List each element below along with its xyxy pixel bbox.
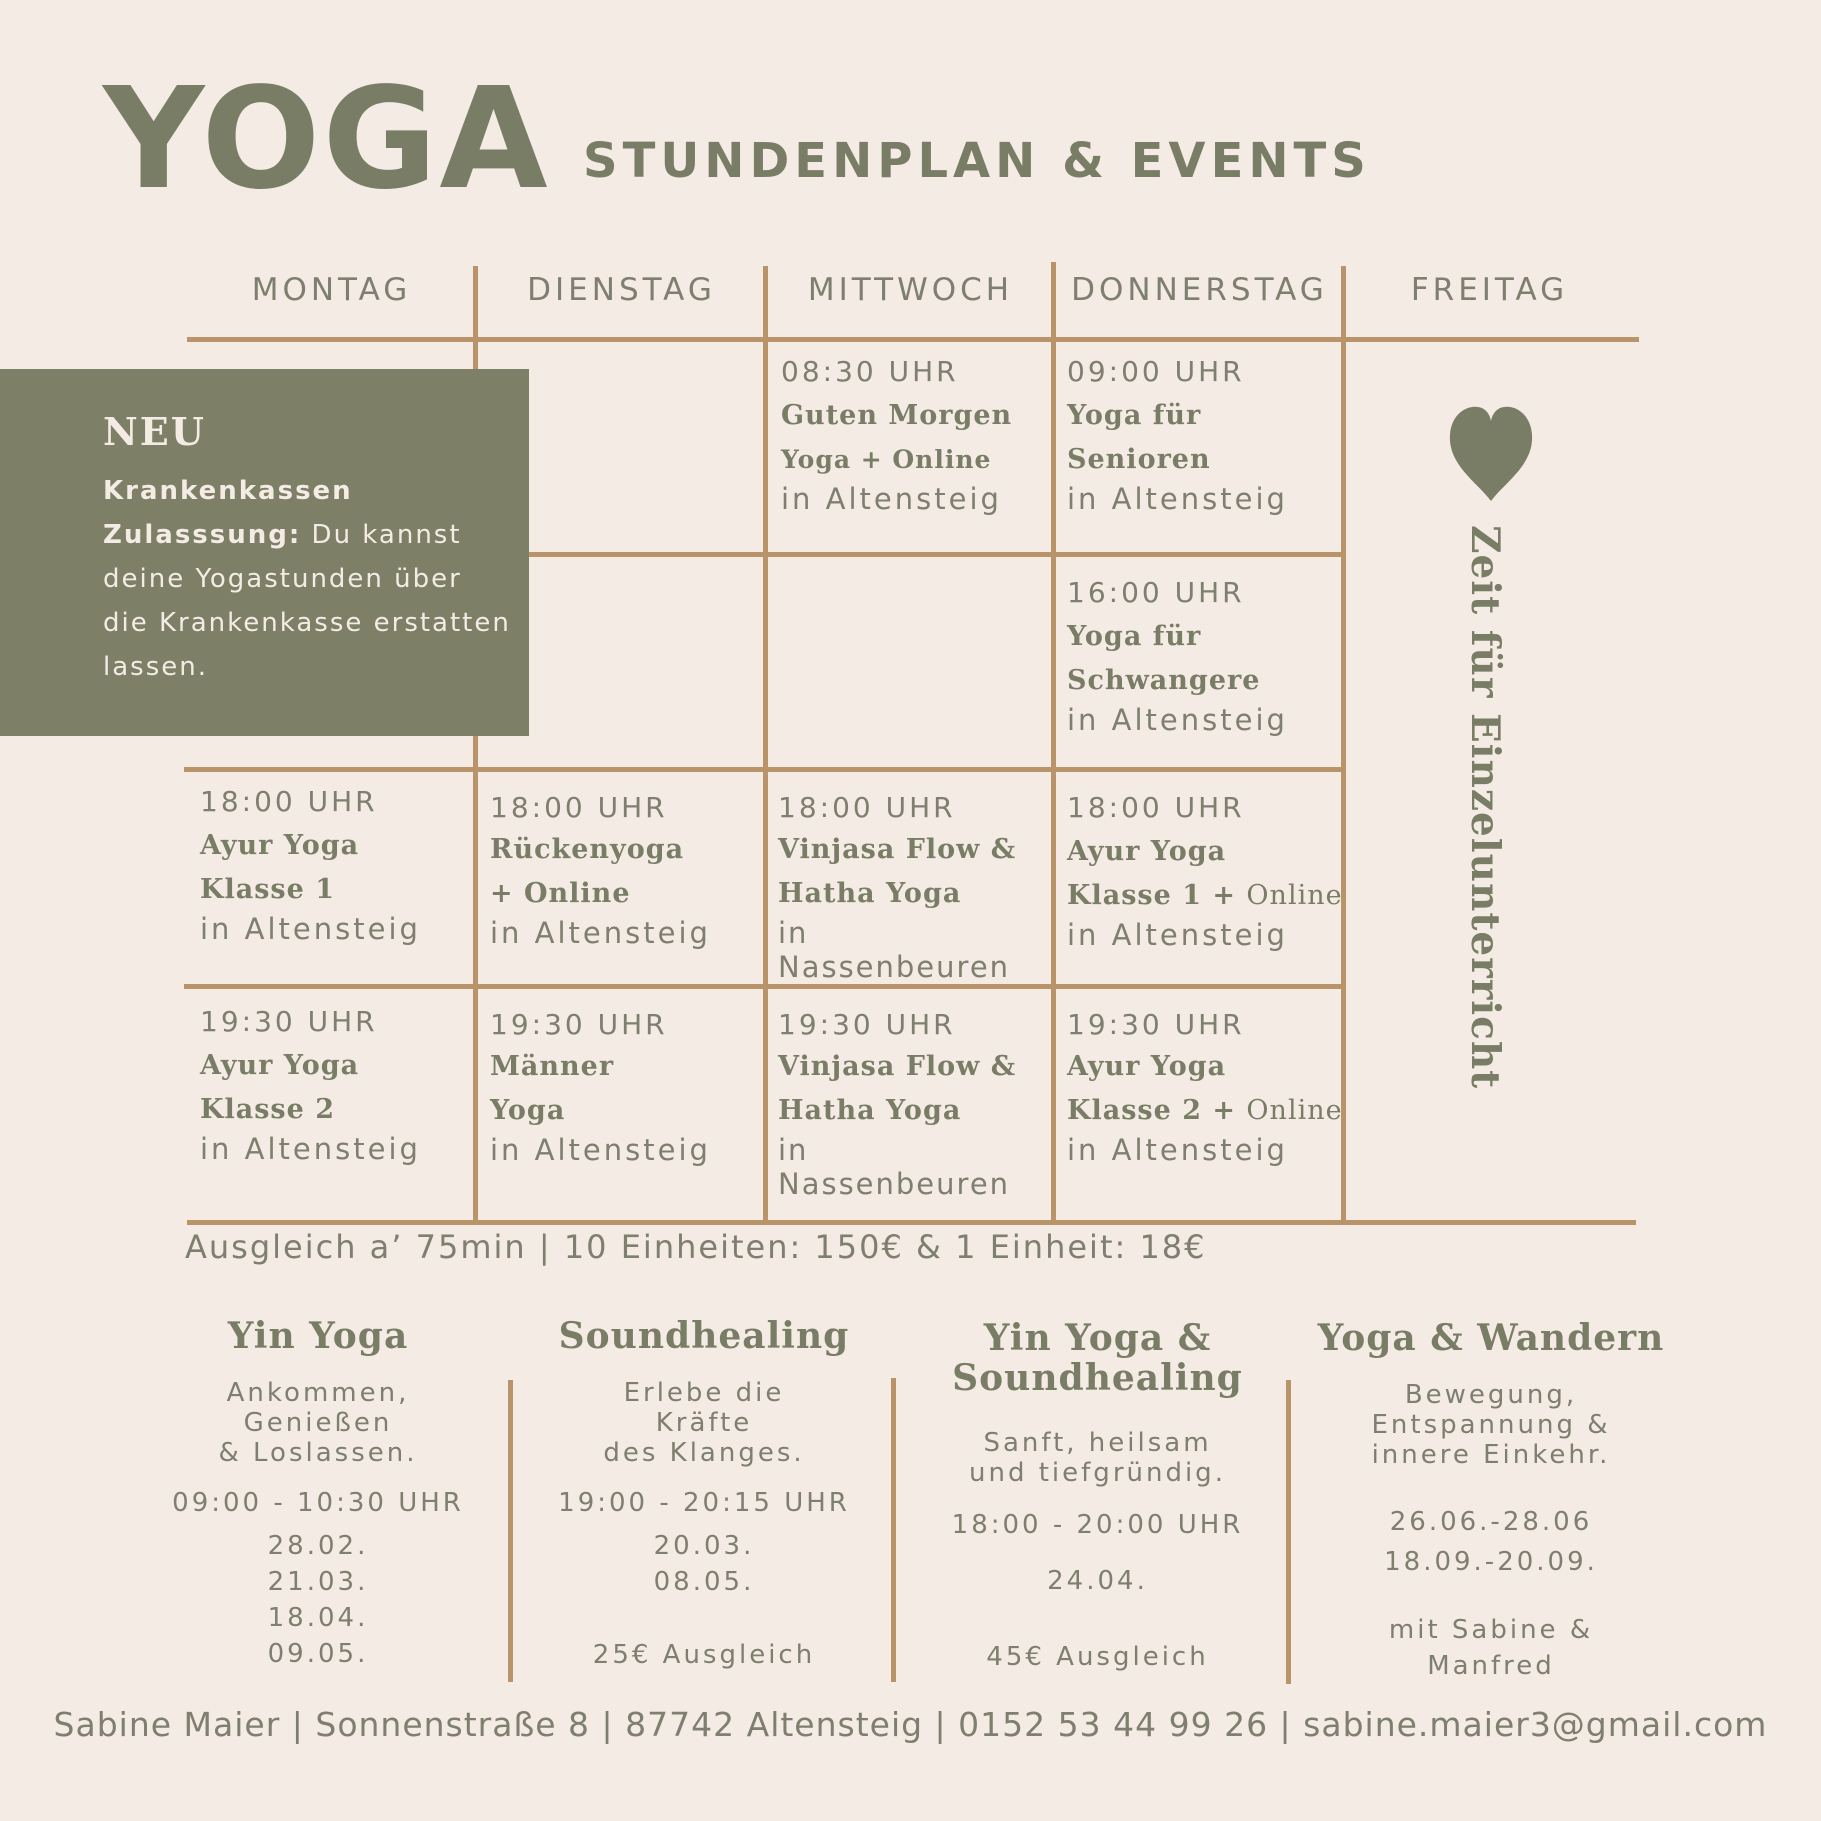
friday-note-text: Zeit für Einzelunterricht <box>1462 525 1508 1090</box>
class-name: Klasse 2 <box>200 1094 335 1125</box>
event-yoga-wandern <box>1308 1318 1674 1684</box>
event-time: 19:00 - 20:15 UHR <box>558 1488 850 1518</box>
class-name: Rückenyoga <box>490 834 685 865</box>
neu-title: NEU <box>103 409 206 454</box>
class-location: in Nassenbeuren <box>778 1133 1011 1201</box>
class-location: in Altensteig <box>200 912 421 946</box>
class-montag-1930 <box>200 1005 480 1166</box>
neu-bold-1: Krankenkassen <box>103 476 353 506</box>
class-name: Ayur Yoga <box>1067 836 1227 867</box>
class-time: 18:00 UHR <box>1067 791 1245 824</box>
class-time: 08:30 UHR <box>781 355 959 388</box>
class-location: in Altensteig <box>1067 1133 1288 1167</box>
class-time: 16:00 UHR <box>1067 576 1245 609</box>
class-location: in Altensteig <box>1067 482 1288 516</box>
online-label: Online <box>1246 880 1343 911</box>
day-mittwoch: MITTWOCH <box>807 272 1014 308</box>
event-dates: 20.03. 08.05. <box>653 1531 755 1597</box>
day-dienstag: DIENSTAG <box>527 272 716 308</box>
class-dienstag-1930 <box>490 1008 770 1167</box>
class-donnerstag-1930 <box>1067 1008 1347 1167</box>
class-montag-1800 <box>200 785 480 946</box>
event-yin-yoga <box>170 1316 466 1672</box>
class-time: 19:30 UHR <box>1067 1008 1245 1041</box>
event-title: Yin Yoga & Soundhealing <box>952 1317 1243 1399</box>
day-donnerstag: DONNERSTAG <box>1071 272 1328 308</box>
friday-note <box>1463 525 1523 1125</box>
class-location: in Altensteig <box>490 1133 711 1167</box>
event-dates: 28.02. 21.03. 18.04. 09.05. <box>267 1531 369 1669</box>
event-title: Yin Yoga <box>227 1315 409 1357</box>
class-name: Hatha Yoga <box>778 1095 962 1126</box>
event-dates: 26.06.-28.06 18.09.-20.09. <box>1384 1507 1598 1577</box>
class-time: 18:00 UHR <box>490 791 668 824</box>
heart-icon <box>1448 405 1534 505</box>
class-name: Yoga <box>490 1095 566 1126</box>
grid-line <box>473 552 1346 557</box>
event-time: 18:00 - 20:00 UHR <box>951 1510 1244 1540</box>
event-price: 45€ Ausgleich <box>986 1642 1209 1672</box>
class-donnerstag-0900 <box>1067 355 1347 516</box>
class-donnerstag-1800 <box>1067 791 1347 952</box>
event-desc: Bewegung, Entspannung & innere Einkehr. <box>1371 1380 1611 1470</box>
class-name: Männer <box>490 1051 615 1082</box>
event-price: 25€ Ausgleich <box>592 1640 816 1670</box>
class-location: in Altensteig <box>781 482 1002 516</box>
event-dates: 24.04. <box>1047 1566 1148 1596</box>
event-soundhealing <box>548 1316 860 1670</box>
contact-footer: Sabine Maier | Sonnenstraße 8 | 87742 Altensteig | 0152 53 44 99 26 | sabine.maier3@gmail.com <box>53 1705 1768 1744</box>
event-note: mit Sabine & Manfred <box>1388 1615 1594 1681</box>
class-time: 09:00 UHR <box>1067 355 1245 388</box>
class-donnerstag-1600 <box>1067 576 1347 737</box>
class-name: Yoga für <box>1067 400 1202 431</box>
class-time: 19:30 UHR <box>778 1008 956 1041</box>
event-title: Soundhealing <box>558 1315 850 1357</box>
price-line: Ausgleich a’ 75min | 10 Einheiten: 150€ & 1 Einheit: 18€ <box>185 1228 1207 1266</box>
class-location: in Altensteig <box>1067 703 1288 737</box>
grid-line <box>184 984 1346 989</box>
class-location: in Altensteig <box>200 1132 421 1166</box>
grid-line <box>187 1220 1636 1225</box>
class-location: in Altensteig <box>1067 918 1288 952</box>
class-name: Senioren <box>1067 444 1211 475</box>
event-title: Yoga & Wandern <box>1317 1317 1665 1359</box>
class-location: in Altensteig <box>490 916 711 950</box>
class-mittwoch-0830 <box>781 355 1061 516</box>
class-time: 19:30 UHR <box>490 1008 668 1041</box>
class-name: Klasse 1 <box>200 874 335 905</box>
event-desc: Sanft, heilsam und tiefgründig. <box>969 1428 1226 1488</box>
event-desc: Ankommen, Genießen & Loslassen. <box>218 1378 418 1468</box>
class-time: 19:30 UHR <box>200 1005 378 1038</box>
neu-bold-2: Zulasssung: <box>103 520 302 550</box>
class-name-part: Klasse 2 + <box>1067 1095 1247 1126</box>
class-name: Ayur Yoga <box>200 830 360 861</box>
class-name <box>1067 1089 1347 1133</box>
class-name <box>1067 874 1347 918</box>
class-name: Hatha Yoga <box>778 878 962 909</box>
event-desc: Erlebe die Kräfte des Klanges. <box>603 1378 805 1468</box>
class-name: Vinjasa Flow & <box>778 1051 1017 1082</box>
event-divider <box>508 1380 513 1682</box>
class-name: Vinjasa Flow & <box>778 834 1017 865</box>
class-time: 18:00 UHR <box>778 791 956 824</box>
event-divider <box>1286 1380 1291 1684</box>
title-yoga: YOGA <box>103 58 550 221</box>
online-label: Online <box>1246 1095 1343 1126</box>
class-name: Guten Morgen <box>781 400 1013 431</box>
class-name-part: Klasse 1 + <box>1067 880 1247 911</box>
day-montag: MONTAG <box>251 272 412 308</box>
class-name: Yoga + Online <box>781 445 992 474</box>
class-name: Schwangere <box>1067 665 1261 696</box>
grid-line <box>184 767 1346 772</box>
day-freitag: FREITAG <box>1410 272 1569 308</box>
subtitle: STUNDENPLAN & EVENTS <box>583 133 1371 189</box>
class-name: Ayur Yoga <box>1067 1051 1227 1082</box>
class-location: in Nassenbeuren <box>778 916 1011 984</box>
class-name: Ayur Yoga <box>200 1050 360 1081</box>
event-time: 09:00 - 10:30 UHR <box>172 1488 464 1518</box>
neu-text <box>103 469 513 689</box>
class-time: 18:00 UHR <box>200 785 378 818</box>
class-mittwoch-1930 <box>778 1008 1048 1201</box>
grid-line <box>187 337 1639 342</box>
class-mittwoch-1800 <box>778 791 1048 984</box>
class-dienstag-1800 <box>490 791 770 950</box>
neu-body: Du kannst deine Yogastunden über die Krankenkasse erstatten lassen. <box>103 520 511 682</box>
event-divider <box>891 1378 896 1682</box>
neu-info-box <box>0 369 529 736</box>
class-name: Yoga für <box>1067 621 1202 652</box>
class-name: + Online <box>490 878 631 909</box>
event-yin-soundhealing <box>935 1318 1260 1672</box>
